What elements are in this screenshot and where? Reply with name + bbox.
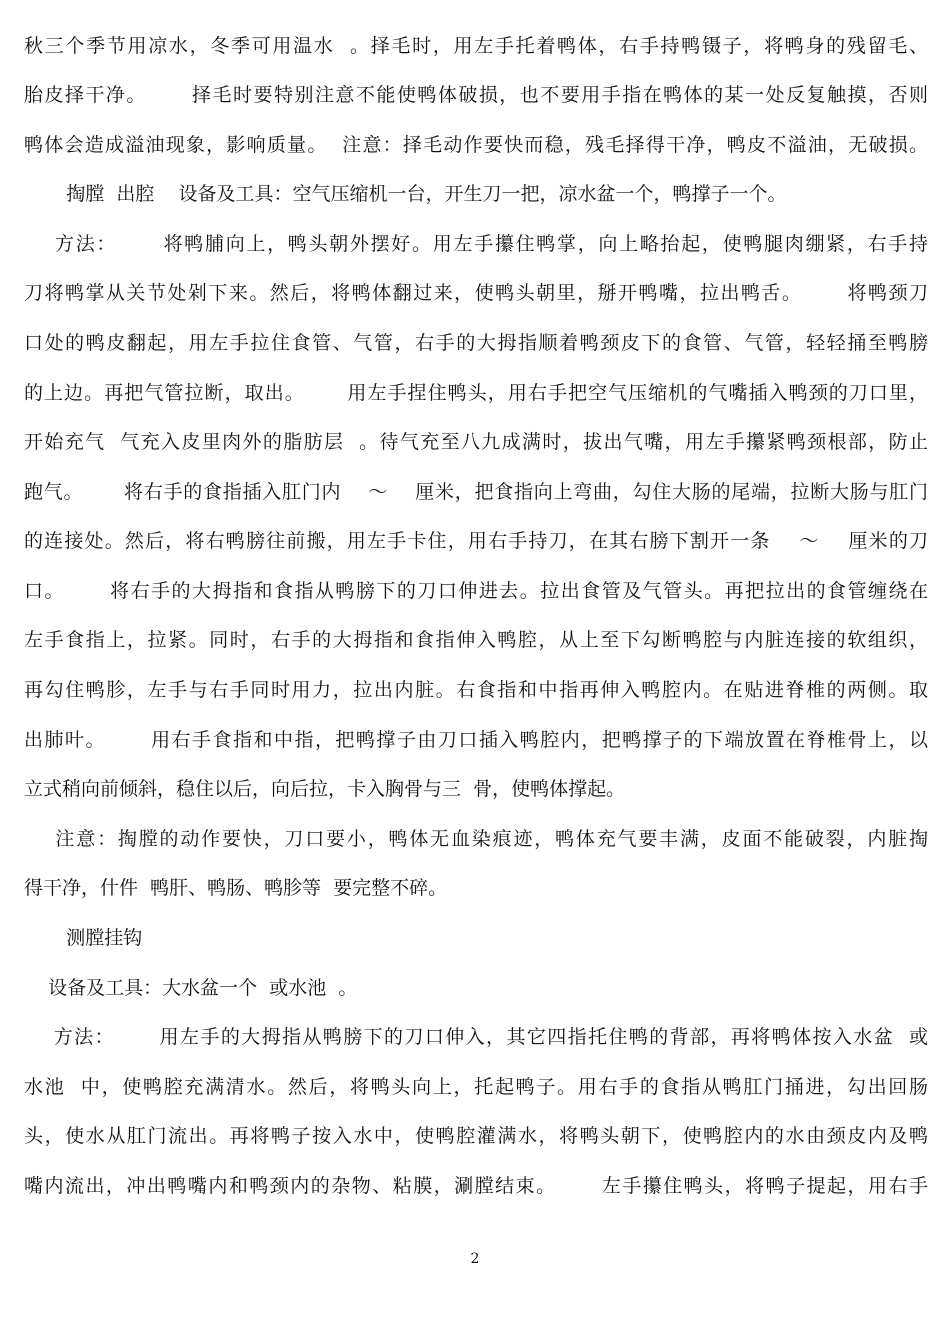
text-line: 立式稍向前倾斜，稳住以后，向后拉，卡入胸骨与三 骨，使鸭体撑起。 xyxy=(24,778,626,800)
text-line: 开始充气 气充入皮里肉外的脂肪层 。待气充至八九成满时，拔出气嘴，用左手攥紧鸭颈根部，防止 xyxy=(24,431,928,453)
text-line: 的连接处。然后，将右鸭膀往前搬，用左手卡住，用右手持刀，在其右膀下割开一条 ～ 厘米的刀 xyxy=(24,530,928,552)
page-number: 2 xyxy=(470,1251,480,1267)
text-line: 刀将鸭掌从关节处剁下来。然后，将鸭体翻过来，使鸭头朝里，掰开鸭嘴，拉出鸭舌。 将鸭颈刀 xyxy=(24,282,928,304)
text-line: 秋三个季节用凉水，冬季可用温水 。择毛时，用左手托着鸭体，右手持鸭镊子，将鸭身的残留毛、 xyxy=(24,35,928,57)
text-line: 鸭体会造成溢油现象，影响质量。 注意：择毛动作要快而稳，残毛择得干净，鸭皮不溢油，无破损。 xyxy=(24,134,928,156)
text-line: 得干净，什件 鸭肝、鸭肠、鸭胗等 要完整不碎。 xyxy=(24,877,448,899)
text-line: 方法： 将鸭脯向上，鸭头朝外摆好。用左手攥住鸭掌，向上略抬起，使鸭腿肉绷紧，右手持 xyxy=(24,233,928,255)
text-line: 口处的鸭皮翻起，用左手拉住食管、气管，右手的大拇指顺着鸭颈皮下的食管、气管，轻轻捅至鸭膀 xyxy=(24,332,928,354)
text-line: 跑气。 将右手的食指插入肛门内 ～ 厘米，把食指向上弯曲，勾住大肠的尾端，拉断大肠与肛门 xyxy=(24,481,928,503)
text-line: 左手食指上，拉紧。同时，右手的大拇指和食指伸入鸭腔，从上至下勾断鸭腔与内脏连接的软组织， xyxy=(24,629,928,651)
text-line: 掏膛 出腔 设备及工具：空气压缩机一台，开生刀一把，凉水盆一个，鸭撑子一个。 xyxy=(24,183,787,205)
text-line: 再勾住鸭胗，左手与右手同时用力，拉出内脏。右食指和中指再伸入鸭腔内。在贴进脊椎的两侧。取 xyxy=(24,679,928,701)
text-line: 设备及工具：大水盆一个 或水池 。 xyxy=(24,977,358,999)
text-line: 测膛挂钩 xyxy=(24,927,143,949)
text-line: 水池 中，使鸭腔充满清水。然后，将鸭头向上，托起鸭子。用右手的食指从鸭肛门捅进，勾出回肠 xyxy=(24,1076,928,1098)
text-line: 口。 将右手的大拇指和食指从鸭膀下的刀口伸进去。拉出食管及气管头。再把拉出的食管缠绕在 xyxy=(24,580,928,602)
text-line: 方法： 用左手的大拇指从鸭膀下的刀口伸入，其它四指托住鸭的背部，再将鸭体按入水盆 或 xyxy=(24,1026,928,1048)
text-line: 胎皮择干净。 择毛时要特别注意不能使鸭体破损，也不要用手指在鸭体的某一处反复触摸，否则 xyxy=(24,84,928,106)
text-line: 头，使水从肛门流出。再将鸭子按入水中，使鸭腔灌满水，将鸭头朝下，使鸭腔内的水由颈皮内及鸭 xyxy=(24,1125,928,1147)
text-line: 出肺叶。 用右手食指和中指，把鸭撑子由刀口插入鸭腔内，把鸭撑子的下端放置在脊椎骨上，以 xyxy=(24,729,928,751)
text-line: 嘴内流出，冲出鸭嘴内和鸭颈内的杂物、粘膜，涮膛结束。 左手攥住鸭头，将鸭子提起，用右手 xyxy=(24,1175,928,1197)
text-line: 注意：掏膛的动作要快，刀口要小，鸭体无血染痕迹，鸭体充气要丰满，皮面不能破裂，内脏掏 xyxy=(24,828,928,850)
text-line: 的上边。再把气管拉断，取出。 用左手捏住鸭头，用右手把空气压缩机的气嘴插入鸭颈的刀口里， xyxy=(24,382,928,404)
